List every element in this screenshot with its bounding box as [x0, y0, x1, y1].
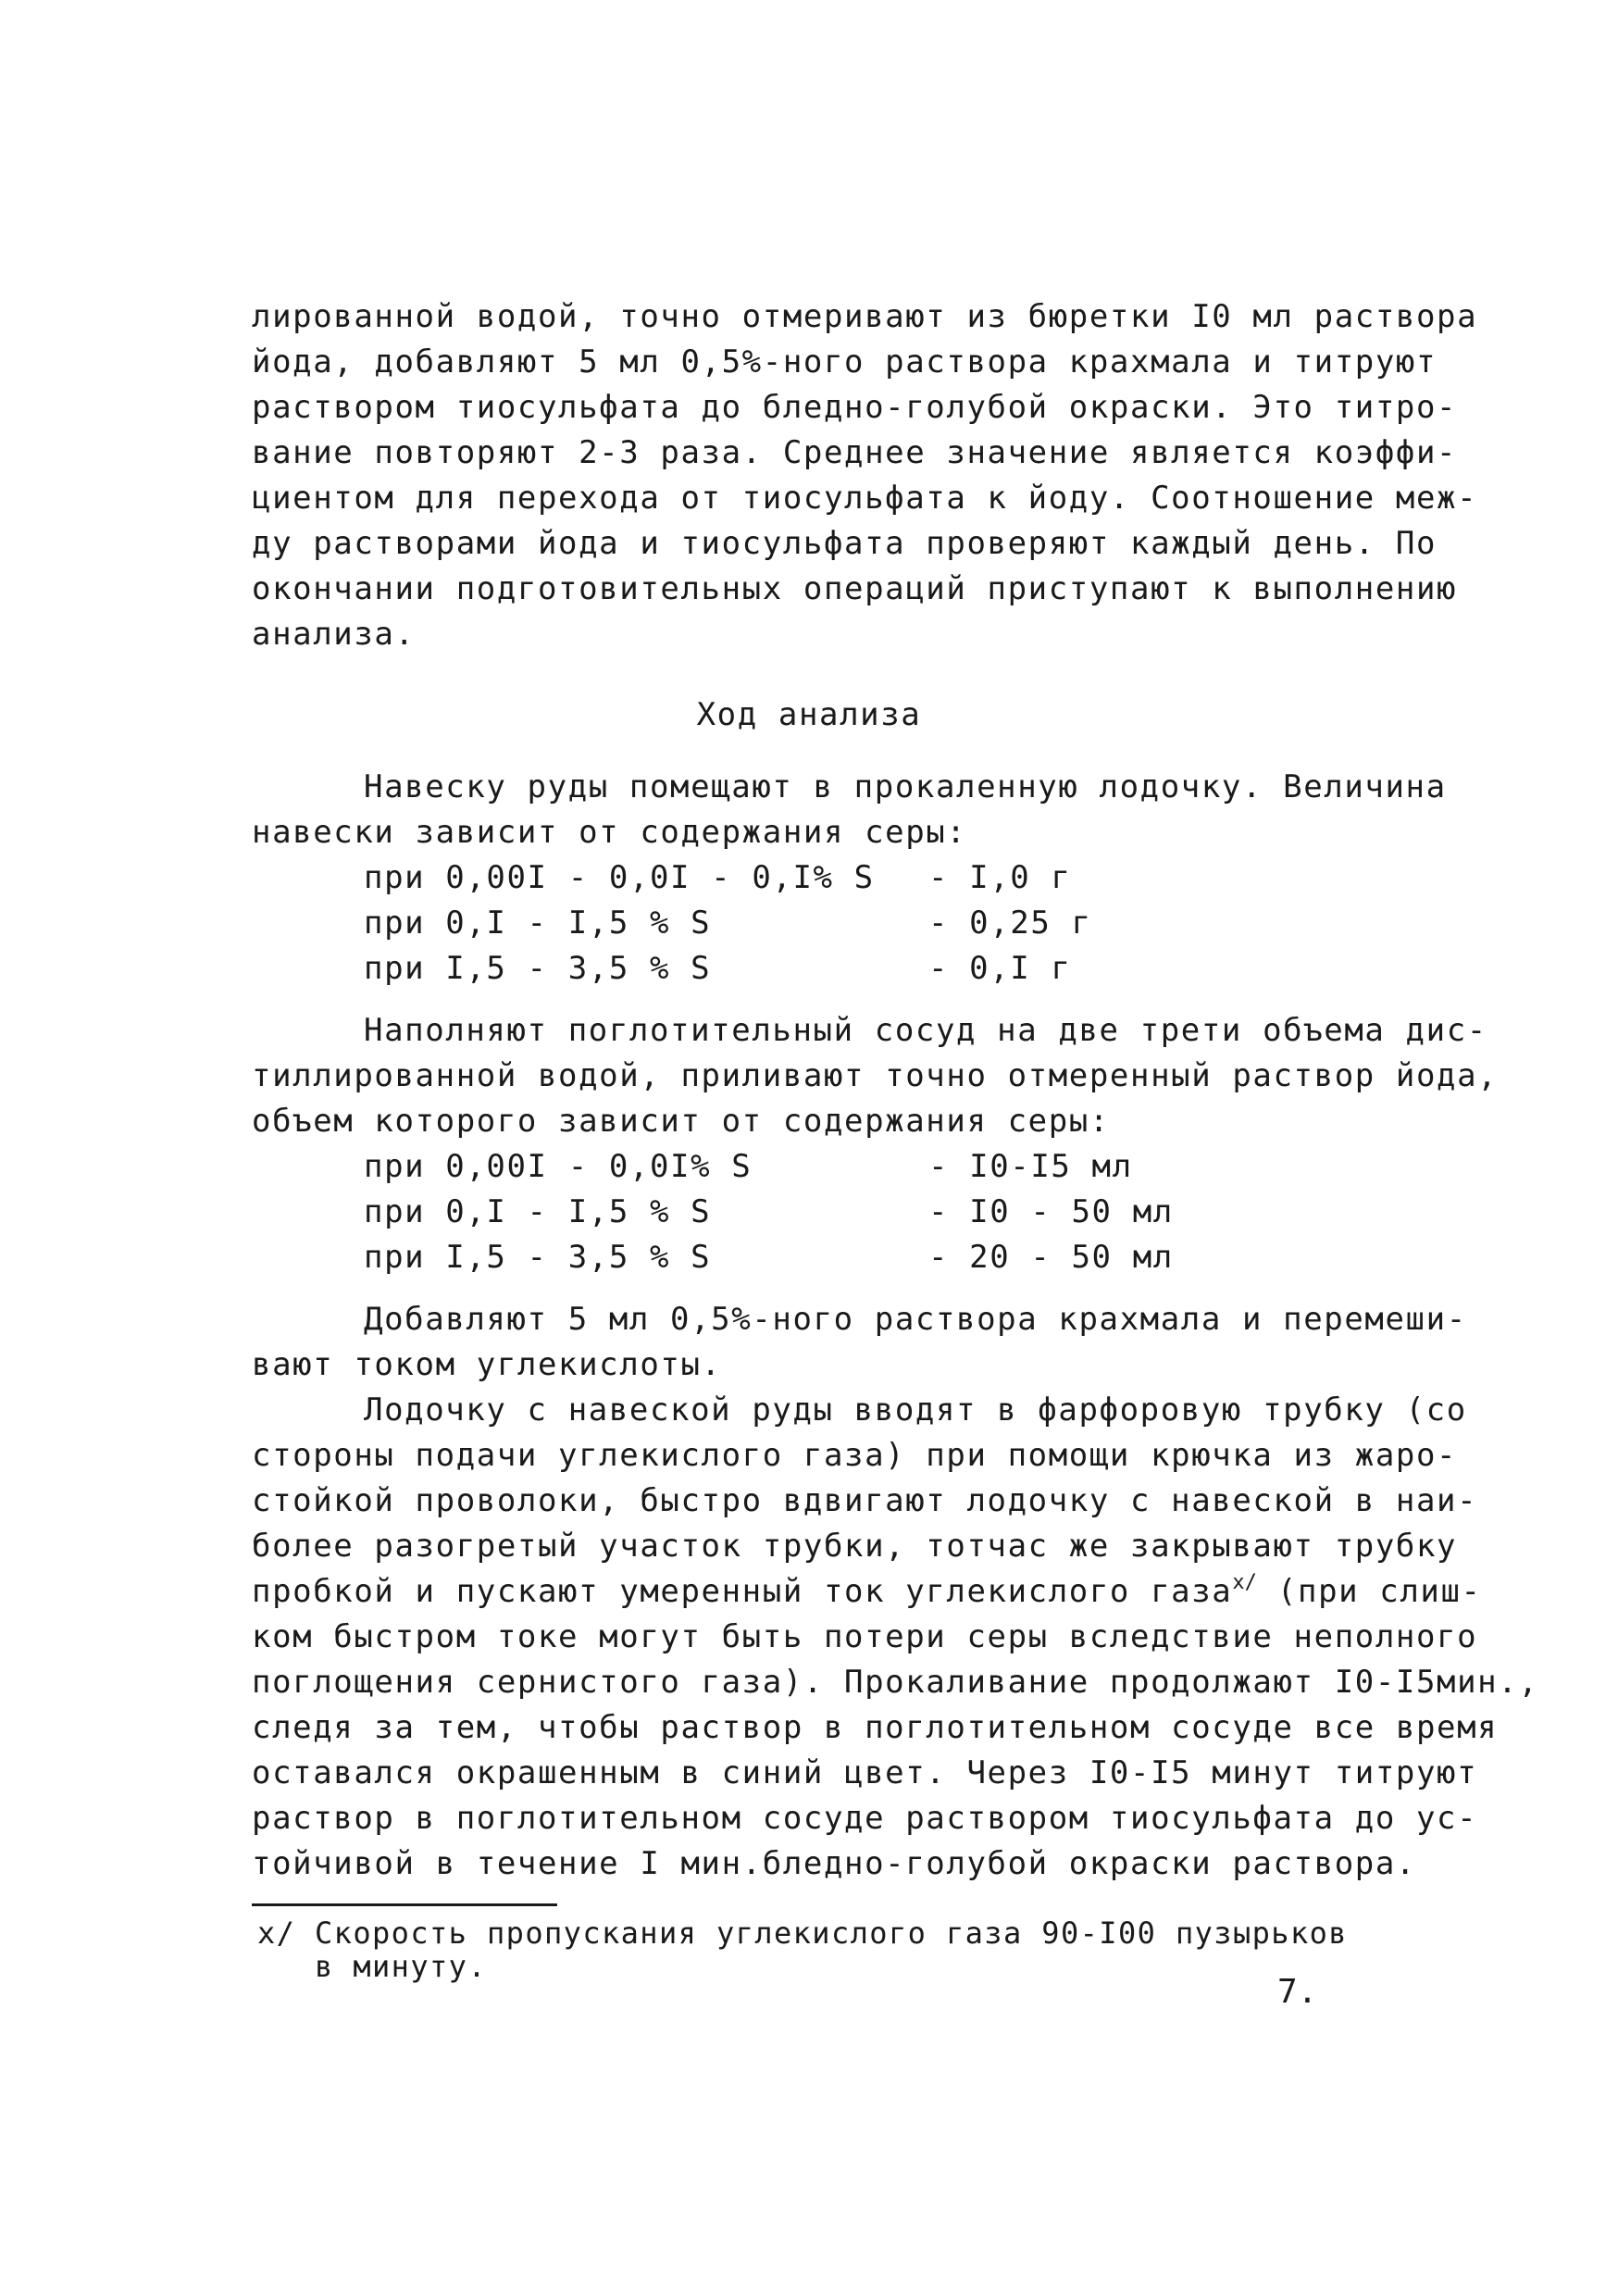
page-number: 7. — [1277, 1973, 1318, 2011]
paragraph4-line: Добавляют 5 мл 0,5%-ного раствора крахмала и перемеши- — [364, 1301, 1467, 1338]
paragraph3-line: Наполняют поглотительный сосуд на две трети объема дис- — [364, 1012, 1487, 1049]
footnote-marker: x/ — [1232, 1571, 1257, 1594]
paragraph3-line: объем которого зависит от содержания серы: — [252, 1103, 1110, 1140]
iodine-volume-value: - I0-I5 мл — [928, 1148, 1133, 1185]
paragraph5-line-with-footnote — [252, 1573, 1482, 1615]
paragraph1-line: окончании подготовительных операций приступают к выполнению — [252, 570, 1458, 607]
paragraph1-line: вание повторяют 2-3 раза. Среднее значение является коэффи- — [252, 434, 1458, 471]
paragraph5-line: стороны подачи углекислого газа) при помощи крючка из жаро- — [252, 1437, 1458, 1474]
paragraph1-line: циентом для перехода от тиосульфата к йоду. Соотношение меж- — [252, 480, 1478, 517]
paragraph1-line: йода, добавляют 5 мл 0,5%-ного раствора крахмала и титруют — [252, 343, 1438, 381]
sample-mass-value: - 0,25 г — [928, 905, 1092, 942]
section-heading: Ход анализа — [696, 696, 922, 733]
footnote-line: x/ Скорость пропускания углекислого газа 90-I00 пузырьков — [257, 1915, 1348, 1951]
sample-mass-range: при I,5 - 3,5 % S — [364, 950, 712, 987]
sample-mass-range: при 0,I - I,5 % S — [364, 905, 712, 942]
iodine-volume-range: при 0,I - I,5 % S — [364, 1193, 712, 1230]
iodine-volume-range: при 0,00I - 0,0I% S — [364, 1148, 753, 1185]
paragraph1-line: анализа. — [252, 616, 416, 653]
footnote-line: в минуту. — [315, 1949, 487, 1984]
paragraph1-line: лированной водой, точно отмеривают из бюретки I0 мл раствора — [252, 298, 1478, 335]
paragraph2-line: Навеску руды помещают в прокаленную лодочку. Величина — [364, 768, 1447, 805]
paragraph5-line: поглощения сернистого газа). Прокаливание продолжают I0-I5мин., — [252, 1664, 1539, 1701]
paragraph5-line: следя за тем, чтобы раствор в поглотительном сосуде все время — [252, 1709, 1499, 1746]
sample-mass-value: - 0,I г — [928, 950, 1072, 987]
sample-mass-range: при 0,00I - 0,0I - 0,I% S — [364, 859, 875, 896]
paragraph5-line: Лодочку с навеской руды вводят в фарфоровую трубку (со — [364, 1391, 1467, 1429]
paragraph4-line: вают током углекислоты. — [252, 1346, 722, 1383]
paragraph1-line: раствором тиосульфата до бледно-голубой окраски. Это титро- — [252, 389, 1458, 426]
paragraph2-line: навески зависит от содержания серы: — [252, 814, 967, 851]
paragraph3-line: тиллированной водой, приливают точно отмеренный раствор йода, — [252, 1057, 1499, 1094]
paragraph5-line5-before: пробкой и пускают умеренный ток углекислого газа — [252, 1573, 1233, 1610]
paragraph5-line: стойкой проволоки, быстро вдвигают лодочку с навеской в наи- — [252, 1482, 1478, 1519]
sample-mass-value: - I,0 г — [928, 859, 1072, 896]
iodine-volume-range: при I,5 - 3,5 % S — [364, 1239, 712, 1276]
paragraph5-line: раствор в поглотительном сосуде раствором тиосульфата до ус- — [252, 1800, 1478, 1837]
paragraph5-line: ком быстром токе могут быть потери серы вследствие неполного — [252, 1618, 1478, 1655]
iodine-volume-value: - I0 - 50 мл — [928, 1193, 1174, 1230]
paragraph5-line: тойчивой в течение I мин.бледно-голубой окраски раствора. — [252, 1845, 1416, 1882]
paragraph5-line: более разогретый участок трубки, тотчас же закрывают трубку — [252, 1528, 1458, 1565]
paragraph5-line: оставался окрашенным в синий цвет. Через I0-I5 минут титруют — [252, 1754, 1478, 1791]
paragraph1-line: ду растворами йода и тиосульфата проверяют каждый день. По — [252, 525, 1438, 562]
iodine-volume-value: - 20 - 50 мл — [928, 1239, 1174, 1276]
paragraph5-line5-after: (при слиш- — [1256, 1573, 1482, 1610]
footnote-divider — [252, 1903, 557, 1906]
